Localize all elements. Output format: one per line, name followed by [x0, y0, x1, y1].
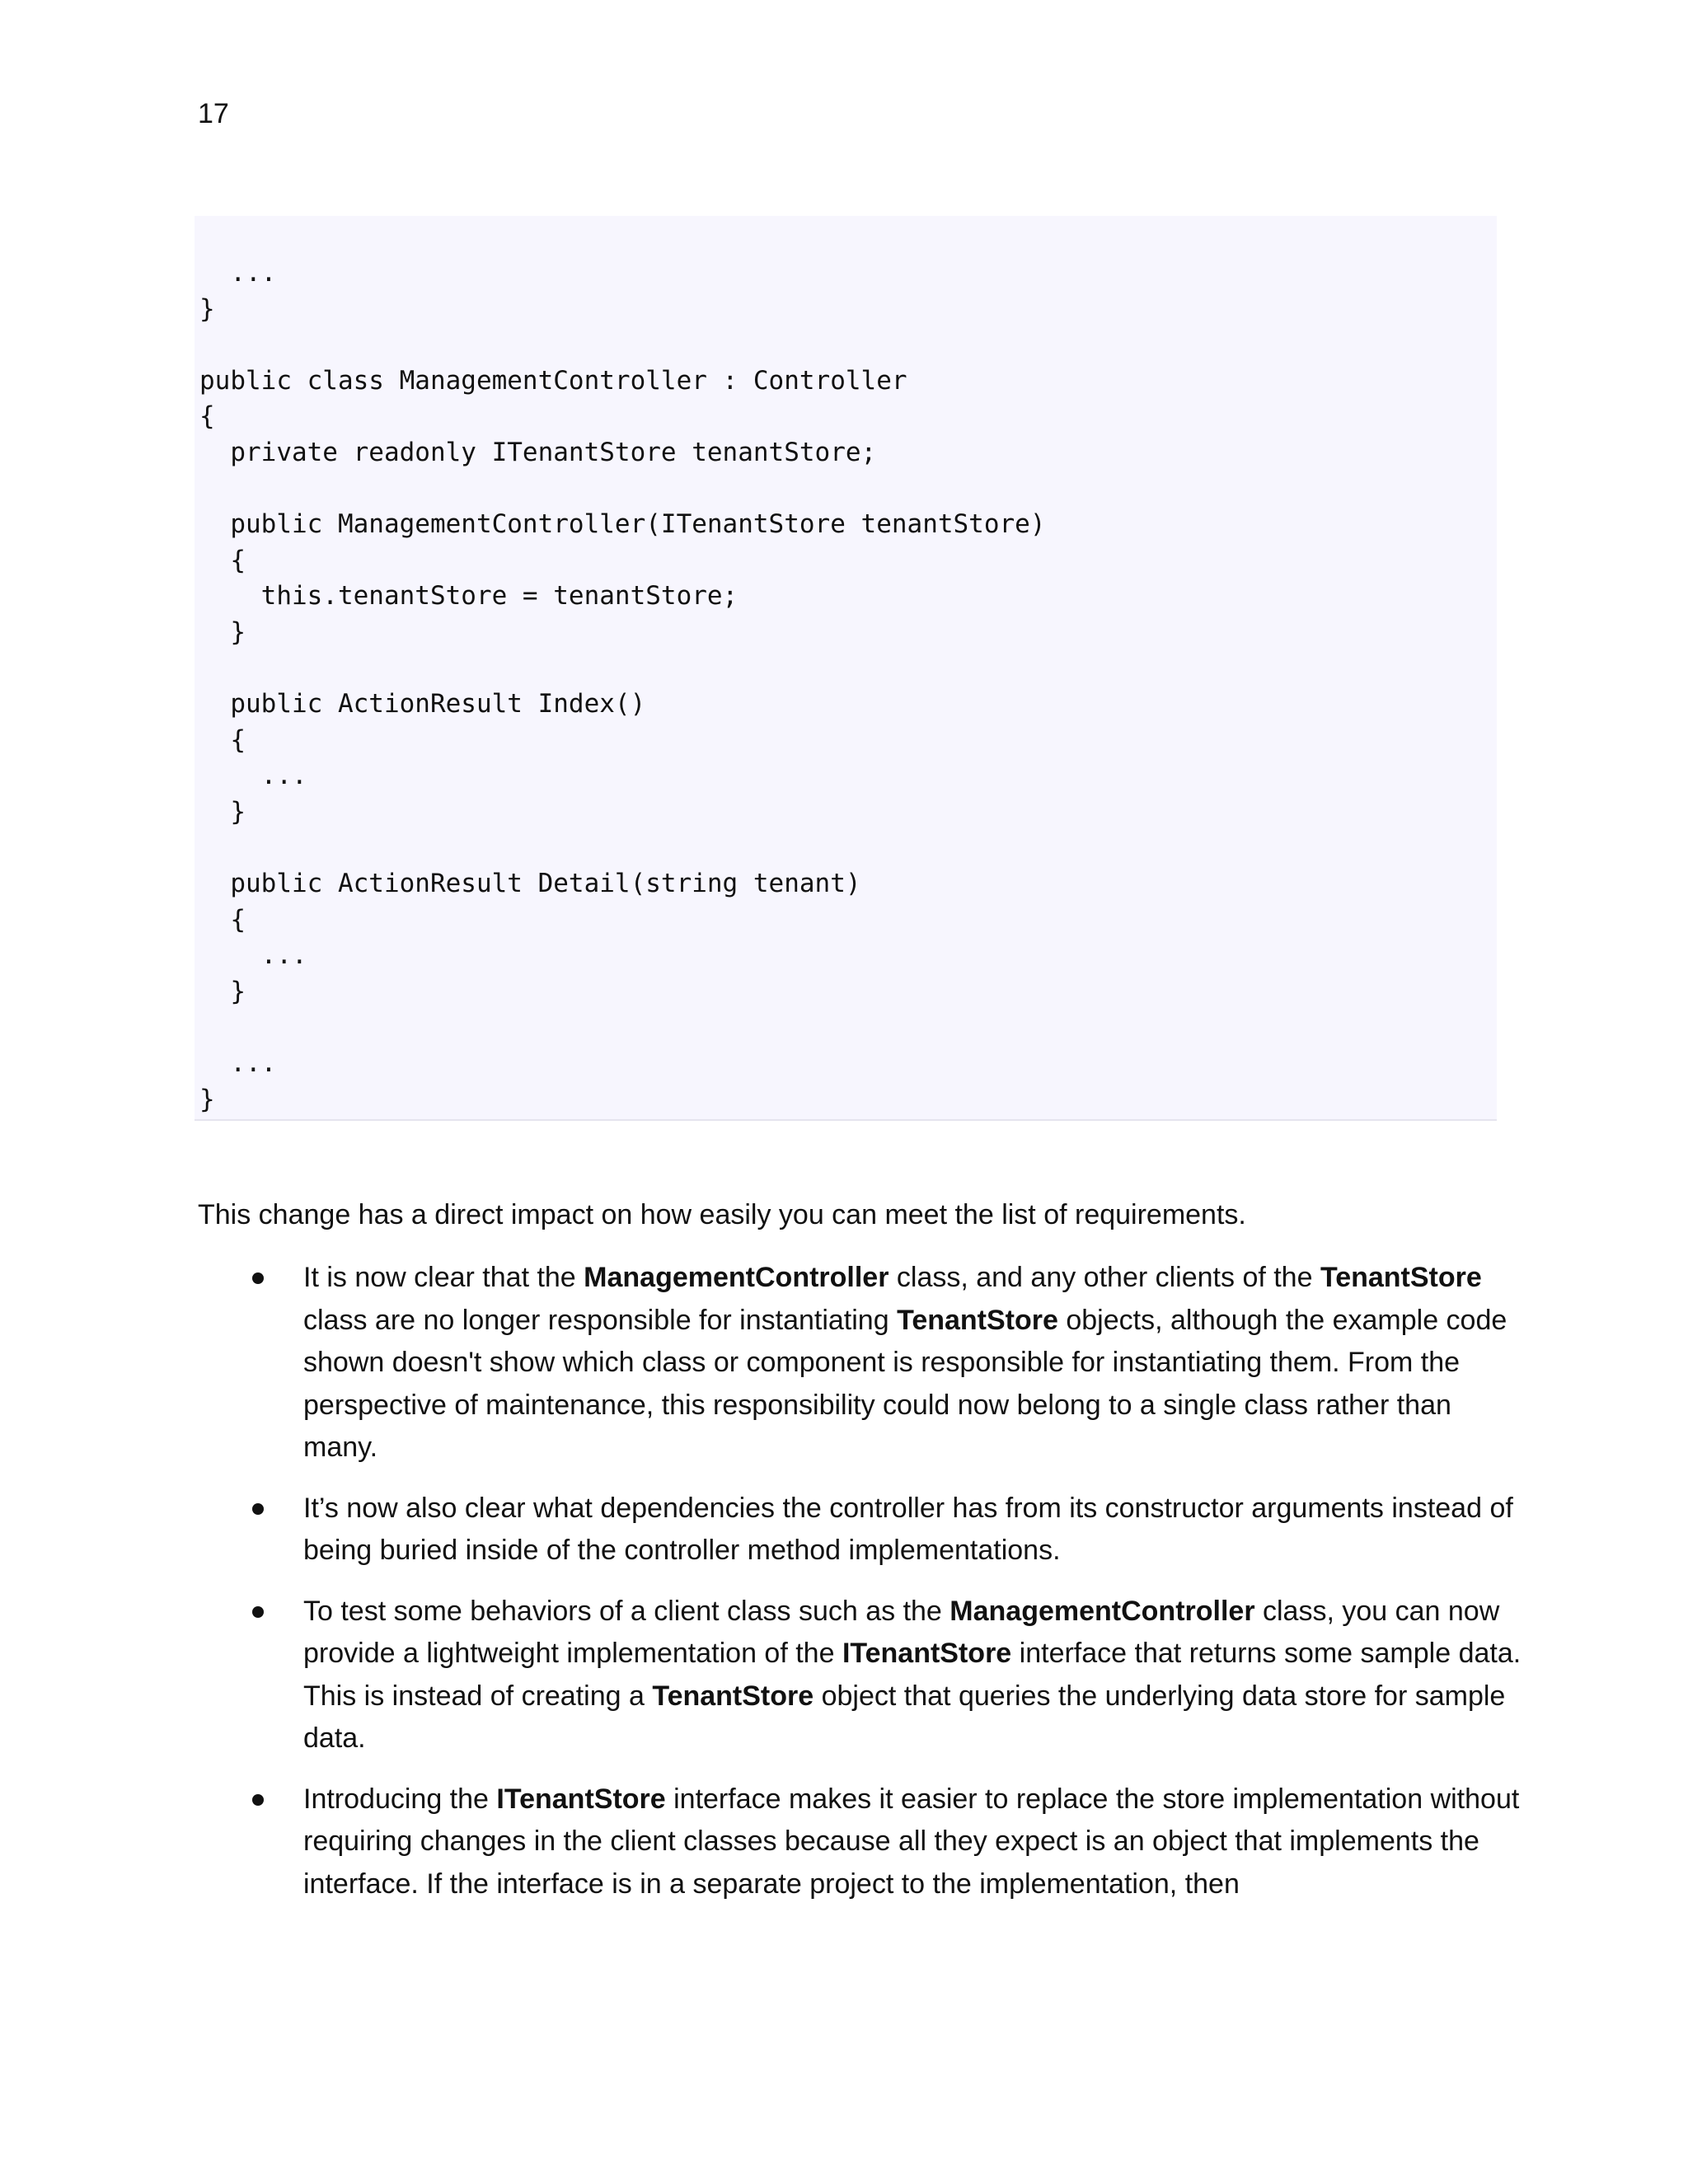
list-item	[198, 1779, 1520, 1906]
list-item	[198, 1591, 1522, 1760]
code-line	[195, 327, 1497, 363]
bullet-text	[303, 1257, 1523, 1469]
bold-term: ManagementController	[584, 1262, 889, 1293]
code-line	[195, 1010, 1497, 1046]
bold-term: TenantStore	[1320, 1262, 1482, 1293]
bold-term: ITenantStore	[496, 1783, 666, 1815]
page-number: 17	[198, 98, 229, 129]
code-line: ...	[199, 1048, 277, 1079]
bold-term: ITenantStore	[842, 1638, 1012, 1669]
code-line: {	[199, 401, 215, 432]
bullet-icon	[252, 1503, 264, 1515]
code-line: public ManagementController(ITenantStore tenantStore)	[199, 509, 1046, 540]
code-line: public ActionResult Detail(string tenant)	[199, 869, 861, 899]
code-block	[195, 216, 1497, 1121]
list-item	[198, 1257, 1517, 1469]
text-run: objects, although the example code shown doesn't show which class or component is responsible for instantiating them. From the perspective of maintenance, this responsibility could now belong to a single class rather than many.	[303, 1304, 1507, 1463]
text-run: interface makes it easier to replace the store implementation without requiring changes in the client classes because all they expect is an object that implements the interface. If the interface is in a separate project to the implementation, then	[303, 1783, 1520, 1900]
code-line: }	[199, 1084, 215, 1114]
bullet-text	[303, 1591, 1523, 1760]
text-run: object that queries the underlying data store for sample data.	[303, 1680, 1506, 1754]
bullet-list	[198, 1257, 1522, 1924]
code-line: {	[199, 724, 246, 755]
bullet-icon	[252, 1272, 264, 1284]
text-run: Introducing the	[303, 1783, 497, 1815]
code-line: this.tenantStore = tenantStore;	[199, 581, 738, 612]
text-run: class are no longer responsible for instantiating	[303, 1304, 898, 1336]
code-line: ...	[199, 258, 277, 288]
code-line: ...	[199, 940, 307, 971]
bold-term: ManagementController	[950, 1595, 1255, 1627]
text-run: It’s now also clear what dependencies the controller has from its constructor arguments instead of being buried inside of the controller method implementations.	[303, 1492, 1513, 1566]
intro-paragraph: This change has a direct impact on how easily you can meet the list of requirements.	[198, 1199, 1246, 1230]
code-line	[195, 651, 1497, 687]
code-line: }	[199, 976, 246, 1006]
text-run: class, and any other clients of the	[889, 1262, 1320, 1293]
text-run: It is now clear that the	[303, 1262, 584, 1293]
code-line: }	[199, 616, 246, 647]
code-line: public ActionResult Index()	[199, 689, 646, 719]
bullet-text	[303, 1488, 1523, 1572]
text-run: To test some behaviors of a client class such as the	[303, 1595, 950, 1627]
bullet-icon	[252, 1794, 264, 1806]
code-line: public class ManagementController : Controller	[199, 365, 907, 396]
code-line: {	[199, 545, 246, 575]
code-line: }	[199, 293, 215, 324]
bold-term: TenantStore	[897, 1304, 1058, 1336]
code-line: {	[199, 904, 246, 935]
bullet-text	[303, 1779, 1523, 1906]
bold-term: TenantStore	[652, 1680, 814, 1712]
code-line: }	[199, 796, 246, 827]
text-run: interface that returns some sample data. This is instead of creating a	[303, 1638, 1522, 1712]
code-line: private readonly ITenantStore tenantStore;	[199, 437, 877, 467]
code-line	[195, 471, 1497, 508]
text-run: class, you can now provide a lightweight implementation of the	[303, 1595, 1500, 1669]
bullet-icon	[252, 1606, 264, 1618]
list-item	[198, 1488, 1517, 1572]
code-line	[195, 831, 1497, 867]
code-line: ...	[199, 761, 307, 791]
